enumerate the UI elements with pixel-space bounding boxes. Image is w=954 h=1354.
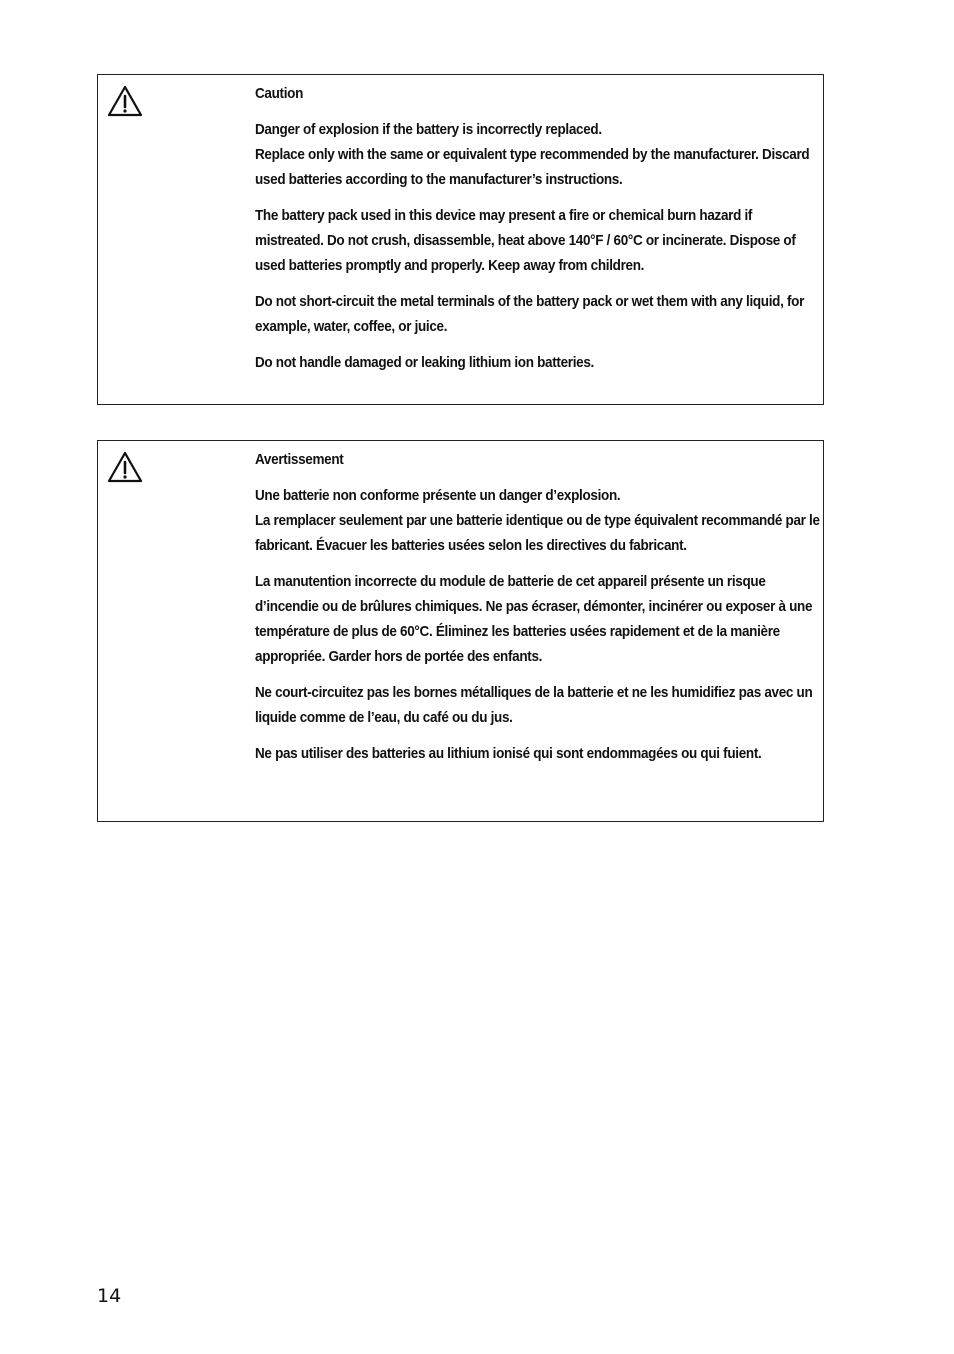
caution-paragraph-1 bbox=[255, 117, 821, 192]
caution-notice-box bbox=[97, 74, 824, 405]
page-number: 14 bbox=[97, 1285, 122, 1307]
caution-paragraph-1-line-1: Danger of explosion if the battery is incorrectly replaced. bbox=[255, 121, 602, 138]
avertissement-paragraph-1-line-1: Une batterie non conforme présente un danger d’explosion. bbox=[255, 487, 621, 504]
caution-paragraph-2: The battery pack used in this device may present a fire or chemical burn hazard if mistreated. Do not crush, disassemble, heat above 140°F / 60°C or incinerate. Dispose of used batteries promptly and properly. Keep away from children. bbox=[255, 207, 796, 274]
warning-triangle-icon bbox=[107, 85, 143, 117]
avertissement-text bbox=[255, 447, 821, 777]
avertissement-paragraph-3: Ne court-circuitez pas les bornes métalliques de la batterie et ne les humidifiez pas avec un liquide comme de l’eau, du café ou du jus. bbox=[255, 684, 813, 726]
caution-paragraph-4: Do not handle damaged or leaking lithium ion batteries. bbox=[255, 354, 594, 371]
avertissement-paragraph-1-line-2: La remplacer seulement par une batterie identique ou de type équivalent recommandé par le fabricant. Évacuer les batteries usées selon les directives du fabricant. bbox=[255, 512, 820, 554]
caution-text bbox=[255, 81, 821, 386]
avertissement-heading: Avertissement bbox=[255, 451, 344, 468]
avertissement-paragraph-4: Ne pas utiliser des batteries au lithium ionisé qui sont endommagées ou qui fuient. bbox=[255, 745, 762, 762]
avertissement-paragraph-2: La manutention incorrecte du module de batterie de cet appareil présente un risque d’incendie ou de brûlures chimiques. Ne pas écraser, démonter, incinérer ou exposer à une température de plus de 60°C. Éliminez les batteries usées rapidement et de la manière appropriée. Garder hors de portée des enfants. bbox=[255, 573, 813, 665]
caution-heading: Caution bbox=[255, 85, 304, 102]
caution-paragraph-1-line-2: Replace only with the same or equivalent type recommended by the manufacturer. Discard used batteries according to the manufacturer’s instructions. bbox=[255, 146, 810, 188]
warning-triangle-icon bbox=[107, 451, 143, 483]
caution-paragraph-3: Do not short-circuit the metal terminals of the battery pack or wet them with any liquid, for example, water, coffee, or juice. bbox=[255, 293, 805, 335]
avertissement-notice-box bbox=[97, 440, 824, 822]
avertissement-paragraph-1 bbox=[255, 483, 821, 558]
